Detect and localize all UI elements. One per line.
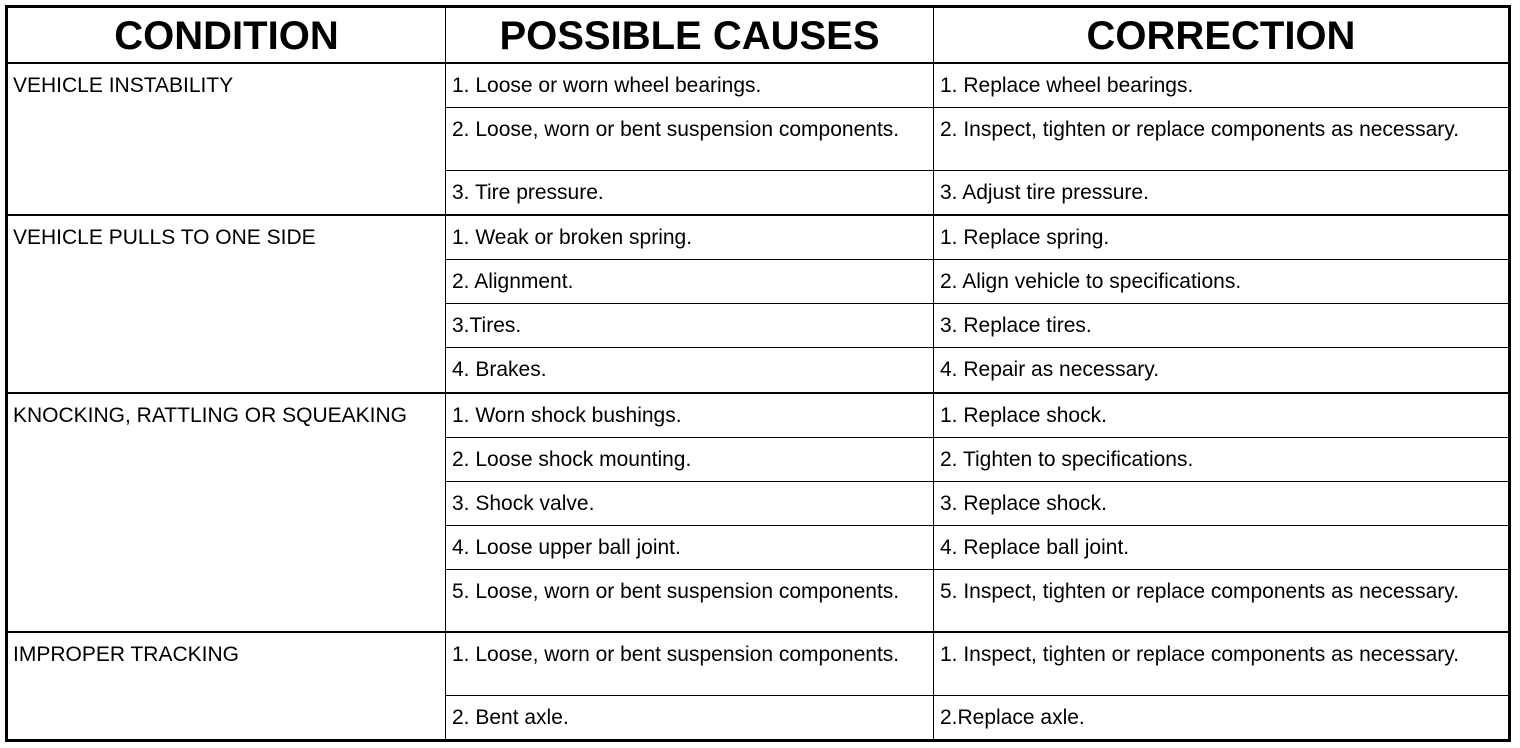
correction-cell: 2. Align vehicle to specifications. bbox=[934, 260, 1510, 304]
condition-cell: KNOCKING, RATTLING OR SQUEAKING bbox=[7, 393, 446, 633]
cause-cell: 3.Tires. bbox=[446, 304, 934, 348]
correction-cell: 1. Inspect, tighten or replace components as necessary. bbox=[934, 632, 1510, 695]
cause-cell: 2. Loose shock mounting. bbox=[446, 437, 934, 481]
cause-cell: 1. Weak or broken spring. bbox=[446, 215, 934, 260]
condition-group-vehicle-pulls bbox=[7, 215, 1510, 392]
condition-cell: VEHICLE PULLS TO ONE SIDE bbox=[7, 215, 446, 392]
cause-cell: 1. Worn shock bushings. bbox=[446, 393, 934, 438]
diagnosis-table bbox=[5, 5, 1511, 742]
correction-cell: 4. Repair as necessary. bbox=[934, 348, 1510, 393]
condition-cell: VEHICLE INSTABILITY bbox=[7, 63, 446, 215]
cause-cell: 4. Brakes. bbox=[446, 348, 934, 393]
condition-cell: IMPROPER TRACKING bbox=[7, 632, 446, 740]
table-row bbox=[7, 63, 1510, 108]
correction-cell: 3. Replace tires. bbox=[934, 304, 1510, 348]
table-row bbox=[7, 632, 1510, 695]
cause-cell: 4. Loose upper ball joint. bbox=[446, 525, 934, 569]
correction-cell: 2. Inspect, tighten or replace components as necessary. bbox=[934, 108, 1510, 171]
cause-cell: 2. Alignment. bbox=[446, 260, 934, 304]
cause-cell: 2. Bent axle. bbox=[446, 695, 934, 740]
condition-group-knocking bbox=[7, 393, 1510, 633]
cause-cell: 3. Shock valve. bbox=[446, 481, 934, 525]
correction-cell: 3. Adjust tire pressure. bbox=[934, 171, 1510, 216]
cause-cell: 1. Loose or worn wheel bearings. bbox=[446, 63, 934, 108]
table-row bbox=[7, 393, 1510, 438]
correction-cell: 1. Replace wheel bearings. bbox=[934, 63, 1510, 108]
cause-cell: 5. Loose, worn or bent suspension components. bbox=[446, 569, 934, 632]
correction-cell: 4. Replace ball joint. bbox=[934, 525, 1510, 569]
cause-cell: 1. Loose, worn or bent suspension components. bbox=[446, 632, 934, 695]
condition-group-vehicle-instability bbox=[7, 63, 1510, 215]
condition-group-improper-tracking bbox=[7, 632, 1510, 740]
correction-cell: 1. Replace spring. bbox=[934, 215, 1510, 260]
correction-cell: 3. Replace shock. bbox=[934, 481, 1510, 525]
correction-cell: 2. Tighten to specifications. bbox=[934, 437, 1510, 481]
correction-cell: 1. Replace shock. bbox=[934, 393, 1510, 438]
correction-header: CORRECTION bbox=[934, 7, 1510, 64]
possible-causes-header: POSSIBLE CAUSES bbox=[446, 7, 934, 64]
cause-cell: 2. Loose, worn or bent suspension components. bbox=[446, 108, 934, 171]
cause-cell: 3. Tire pressure. bbox=[446, 171, 934, 216]
header-row bbox=[7, 7, 1510, 64]
table-row bbox=[7, 215, 1510, 260]
condition-header: CONDITION bbox=[7, 7, 446, 64]
correction-cell: 2.Replace axle. bbox=[934, 695, 1510, 740]
correction-cell: 5. Inspect, tighten or replace components as necessary. bbox=[934, 569, 1510, 632]
